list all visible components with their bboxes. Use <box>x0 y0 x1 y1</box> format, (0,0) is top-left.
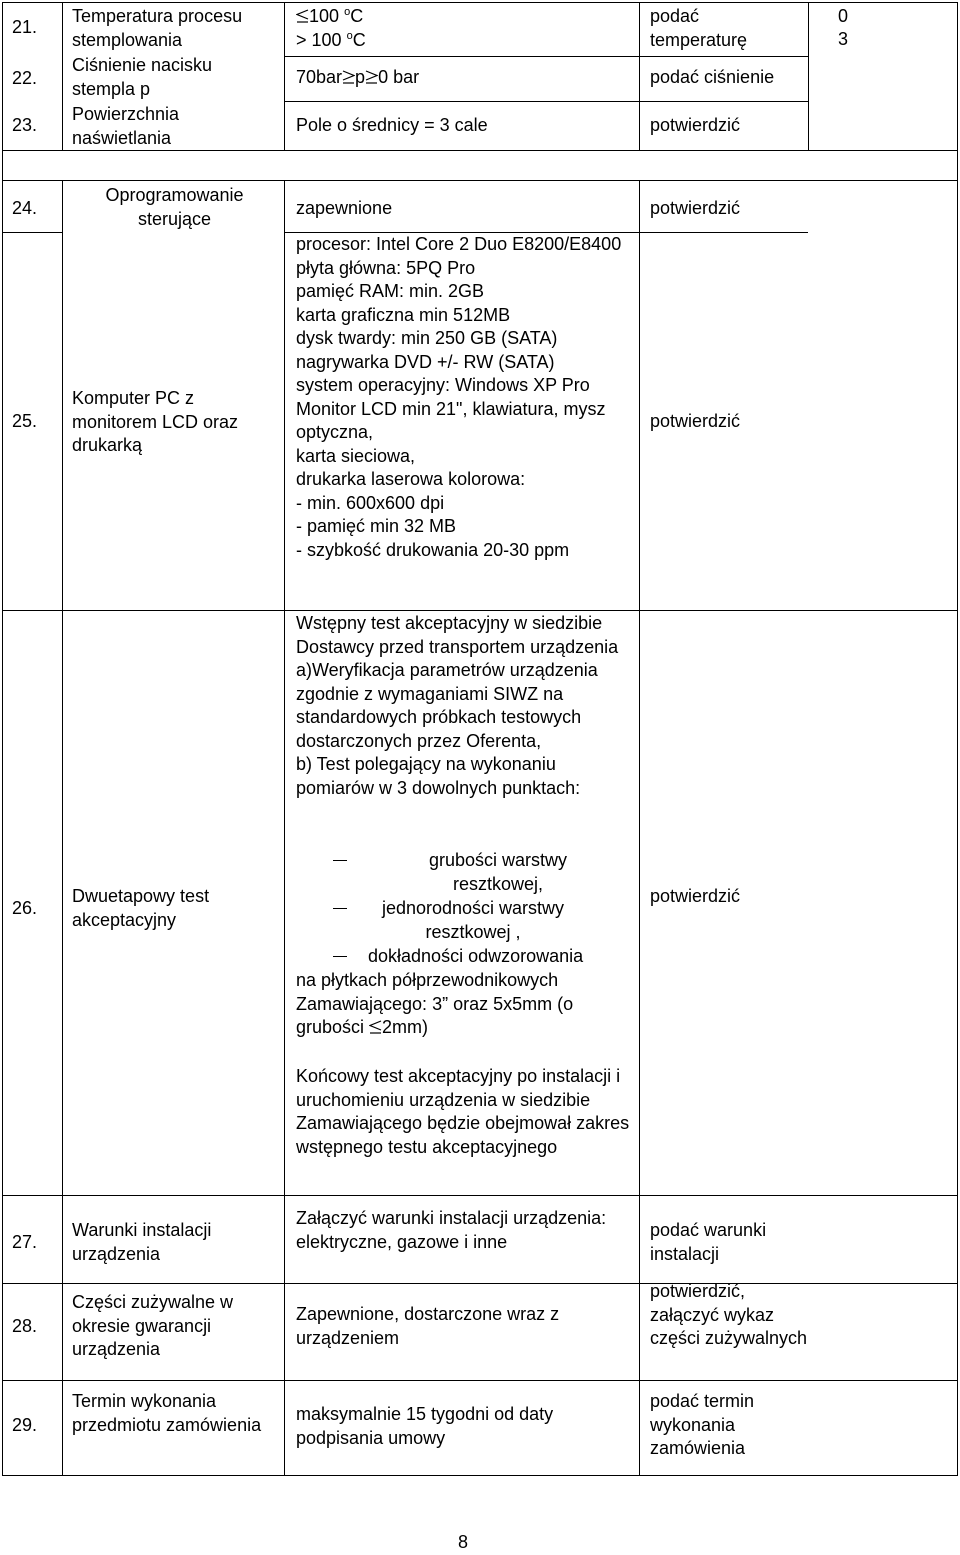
row-number: 24. <box>12 198 38 218</box>
dash-bullet <box>333 956 347 957</box>
row-name: Oprogramowanie sterujące <box>105 185 244 229</box>
row-name: Komputer PC z monitorem LCD oraz drukarką <box>72 388 239 455</box>
score-b: 3 <box>838 29 849 49</box>
row-name: Warunki instalacji urządzenia <box>72 1220 212 1264</box>
row-name: Temperatura procesu stemplowania <box>72 6 243 50</box>
row-spec-final: Końcowy test akceptacyjny po instalacji i uruchomieniu urządzenia w siedzibie Zamawiającego będzie obejmował zakres wstępnego testu akceptacyjnego <box>296 1066 630 1157</box>
score-a: 0 <box>838 6 849 26</box>
row-number: 26. <box>12 898 38 918</box>
dash-bullet <box>333 908 347 909</box>
dash-bullet <box>333 860 347 861</box>
greater-equal-icon <box>365 70 378 85</box>
row-spec: 70bar p 0 bar <box>296 67 420 87</box>
list-item: grubości warstwy resztkowej, <box>428 850 568 894</box>
less-equal-icon <box>296 9 309 24</box>
row-spec: Załączyć warunki instalacji urządzenia: elektryczne, gazowe i inne <box>296 1208 607 1252</box>
row-action: potwierdzić <box>650 198 741 218</box>
row-action: podać temperaturę <box>650 6 748 50</box>
list-item: dokładności odwzorowania <box>368 946 584 966</box>
row-name: Termin wykonania przedmiotu zamówienia <box>72 1391 262 1435</box>
row-number: 21. <box>12 17 38 37</box>
row-number: 28. <box>12 1316 38 1336</box>
row-number: 27. <box>12 1232 38 1252</box>
less-equal-icon <box>369 1020 382 1035</box>
row-spec-after: na płytkach półprzewodnikowych Zamawiającego: 3” oraz 5x5mm (o grubości 2mm) <box>296 970 574 1037</box>
row-name: Części zużywalne w okresie gwarancji urządzenia <box>72 1292 234 1359</box>
row-action: podać termin wykonania zamówienia <box>650 1391 755 1458</box>
row-number: 23. <box>12 115 38 135</box>
row-spec: zapewnione <box>296 198 393 218</box>
row-name: Ciśnienie nacisku stempla p <box>72 55 213 99</box>
row-action: potwierdzić <box>650 411 741 431</box>
row-spec: Pole o średnicy = 3 cale <box>296 115 488 135</box>
greater-equal-icon <box>342 70 355 85</box>
page-number: 8 <box>458 1532 469 1552</box>
row-number: 22. <box>12 68 38 88</box>
row-action: podać warunki instalacji <box>650 1220 767 1264</box>
row-name: Dwuetapowy test akceptacyjny <box>72 886 210 930</box>
row-number: 25. <box>12 411 38 431</box>
row-action: podać ciśnienie <box>650 67 775 87</box>
list-item: jednorodności warstwy resztkowej , <box>381 898 565 942</box>
row-spec: maksymalnie 15 tygodni od daty podpisania umowy <box>296 1404 554 1448</box>
row-action: potwierdzić, załączyć wykaz części zużywalnych <box>650 1281 808 1348</box>
row-spec: 100 $^o$C > 100 $^o$C <box>296 6 366 50</box>
row-spec: procesor: Intel Core 2 Duo E8200/E8400 płyta główna: 5PQ Pro pamięć RAM: min. 2GB karta graficzna min 512MB dysk twardy: min 250 GB (SATA) nagrywarka DVD +/- RW (SATA) system operacyjny: Windows XP Pro Monitor LCD min 21", klawiatura, mysz optyczna, karta sieciowa, drukarka laserowa kolorowa: - min. 600x600 dpi - pamięć min 32 MB - szybkość drukowania 20-30 ppm <box>296 234 622 560</box>
row-action: potwierdzić <box>650 886 741 906</box>
row-spec-intro: Wstępny test akceptacyjny w siedzibie Dostawcy przed transportem urządzenia a)Weryfikacja parametrów urządzenia zgodnie z wymaganiami SIWZ na standardowych próbkach testowych dostarczonych przez Oferenta, b) Test polegający na wykonaniu pomiarów w 3 dowolnych punktach: <box>296 613 619 798</box>
row-name: Powierzchnia naświetlania <box>72 104 180 148</box>
row-action: potwierdzić <box>650 115 741 135</box>
row-number: 29. <box>12 1415 38 1435</box>
row-spec: Zapewnione, dostarczone wraz z urządzeniem <box>296 1304 560 1348</box>
